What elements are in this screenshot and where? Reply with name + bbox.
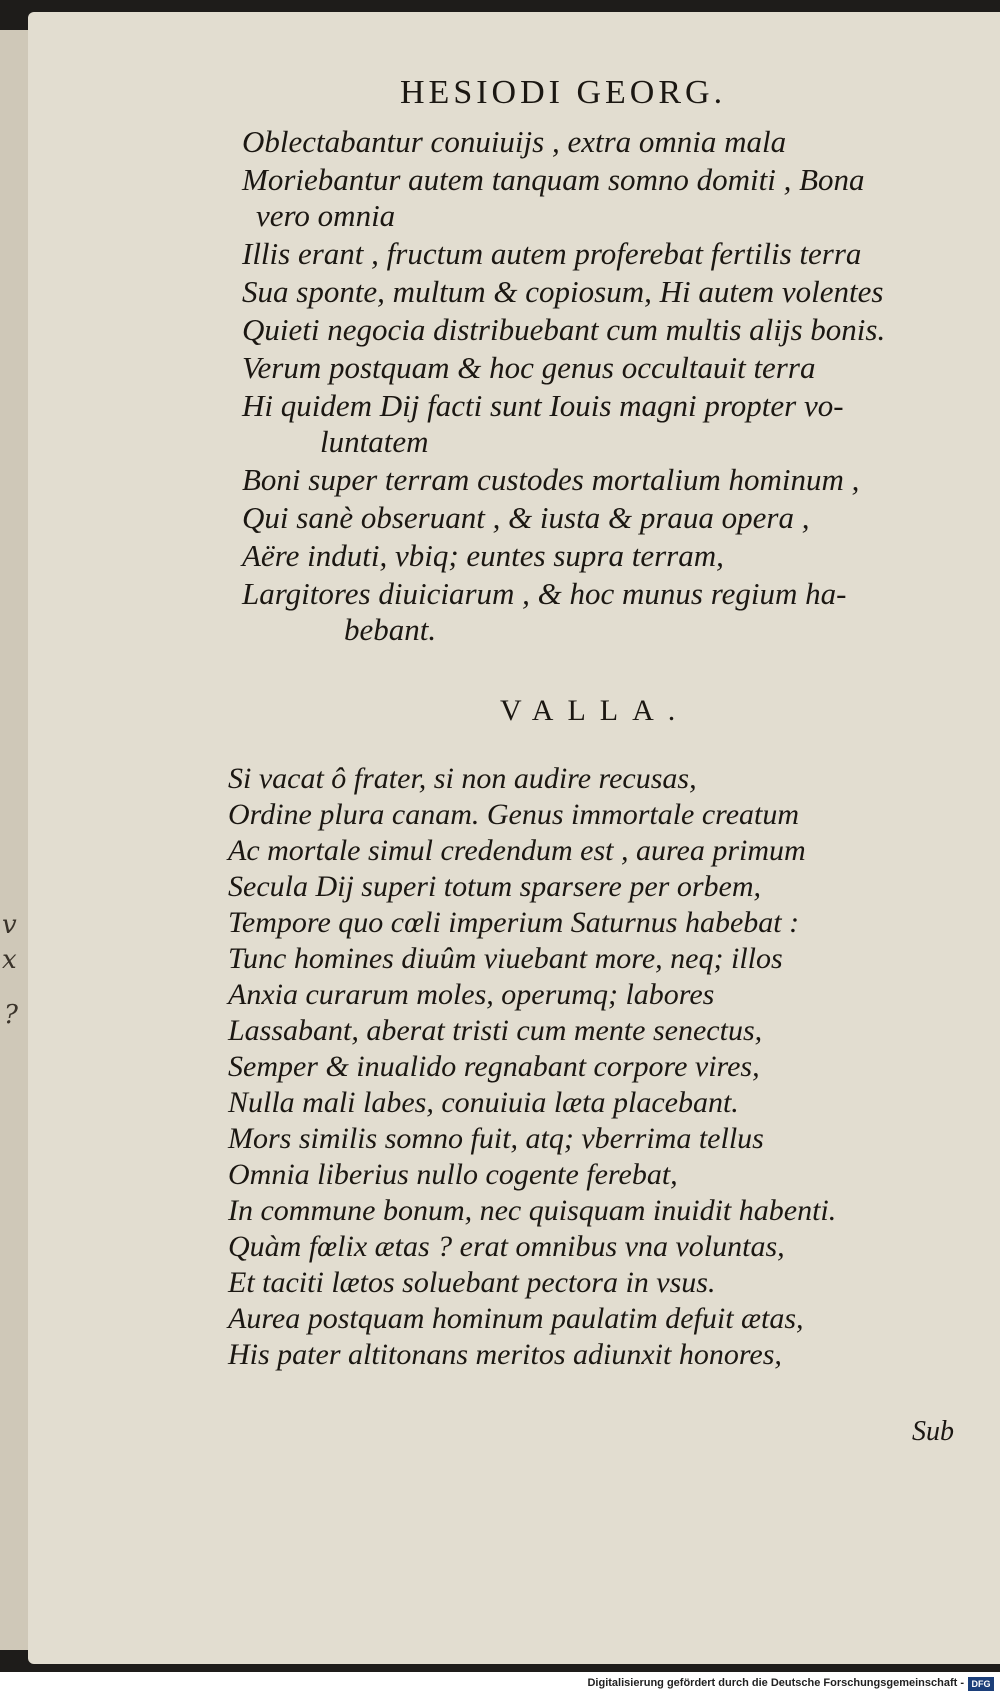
gutter-mark: v (2, 910, 17, 940)
verse-line: Moriebantur autem tanquam somno domiti , Bona (242, 162, 865, 197)
verse-line: Semper & inualido regnabant corpore vires, (228, 1050, 760, 1083)
verse-line: Verum postquam & hoc genus occultauit terra (242, 350, 816, 385)
verse-line: Tempore quo cœli imperium Saturnus habebat : (228, 906, 800, 939)
funding-credit: Digitalisierung gefördert durch die Deutsche Forschungsgemeinschaft - (587, 1677, 964, 1689)
verse-line: Aëre induti, vbiq; euntes supra terram, (242, 538, 724, 573)
verse-line: Hi quidem Dij facti sunt Iouis magni propter vo- (242, 388, 844, 423)
verse-line: Tunc homines diuûm viuebant more, neq; illos (228, 942, 783, 975)
verse-line: Anxia curarum moles, operumq; labores (228, 978, 715, 1011)
verse-line: Oblectabantur conuiuijs , extra omnia mala (242, 124, 787, 159)
gutter-mark: ? (4, 1000, 18, 1030)
catchword: Sub (912, 1416, 954, 1447)
verse-line: In commune bonum, nec quisquam inuidit habenti. (228, 1194, 837, 1227)
verse-line: Ac mortale simul credendum est , aurea primum (228, 834, 806, 867)
verse-line: Et taciti lætos soluebant pectora in vsus. (228, 1266, 716, 1299)
verse-line: Largitores diuiciarum , & hoc munus regium ha- (242, 576, 847, 611)
verse-line: vero omnia (256, 198, 396, 233)
verse-line: Qui sanè obseruant , & iusta & praua opera , (242, 500, 810, 535)
section-title-valla: VALLA. (500, 694, 690, 727)
verse-line: Secula Dij superi totum sparsere per orbem, (228, 870, 761, 903)
verse-line: luntatem (320, 424, 429, 459)
book-page (28, 12, 1000, 1664)
digitization-footer (0, 1672, 1000, 1697)
verse-line: Aurea postquam hominum paulatim defuit ætas, (228, 1302, 804, 1335)
verse-line: Illis erant , fructum autem proferebat fertilis terra (242, 236, 862, 271)
verse-line: Boni super terram custodes mortalium hominum , (242, 462, 860, 497)
verse-line: Sua sponte, multum & copiosum, Hi autem volentes (242, 274, 884, 309)
verse-line: Nulla mali labes, conuiuia læta placebant. (228, 1086, 739, 1119)
gutter-mark: x (2, 945, 17, 975)
verse-line: Ordine plura canam. Genus immortale creatum (228, 798, 800, 831)
verse-line: Si vacat ô frater, si non audire recusas, (228, 762, 697, 795)
verse-line: Quieti negocia distribuebant cum multis alijs bonis. (242, 312, 886, 347)
verse-line: Quàm fœlix ætas ? erat omnibus vna voluntas, (228, 1230, 785, 1263)
verse-line: His pater altitonans meritos adiunxit honores, (228, 1338, 782, 1371)
dfg-logo-icon: DFG (968, 1677, 994, 1691)
running-title: HESIODI GEORG. (400, 74, 727, 111)
verse-line: Lassabant, aberat tristi cum mente senectus, (228, 1014, 763, 1047)
verse-line: Mors similis somno fuit, atq; vberrima tellus (228, 1122, 764, 1155)
verse-line: bebant. (344, 612, 437, 647)
verse-line: Omnia liberius nullo cogente ferebat, (228, 1158, 678, 1191)
